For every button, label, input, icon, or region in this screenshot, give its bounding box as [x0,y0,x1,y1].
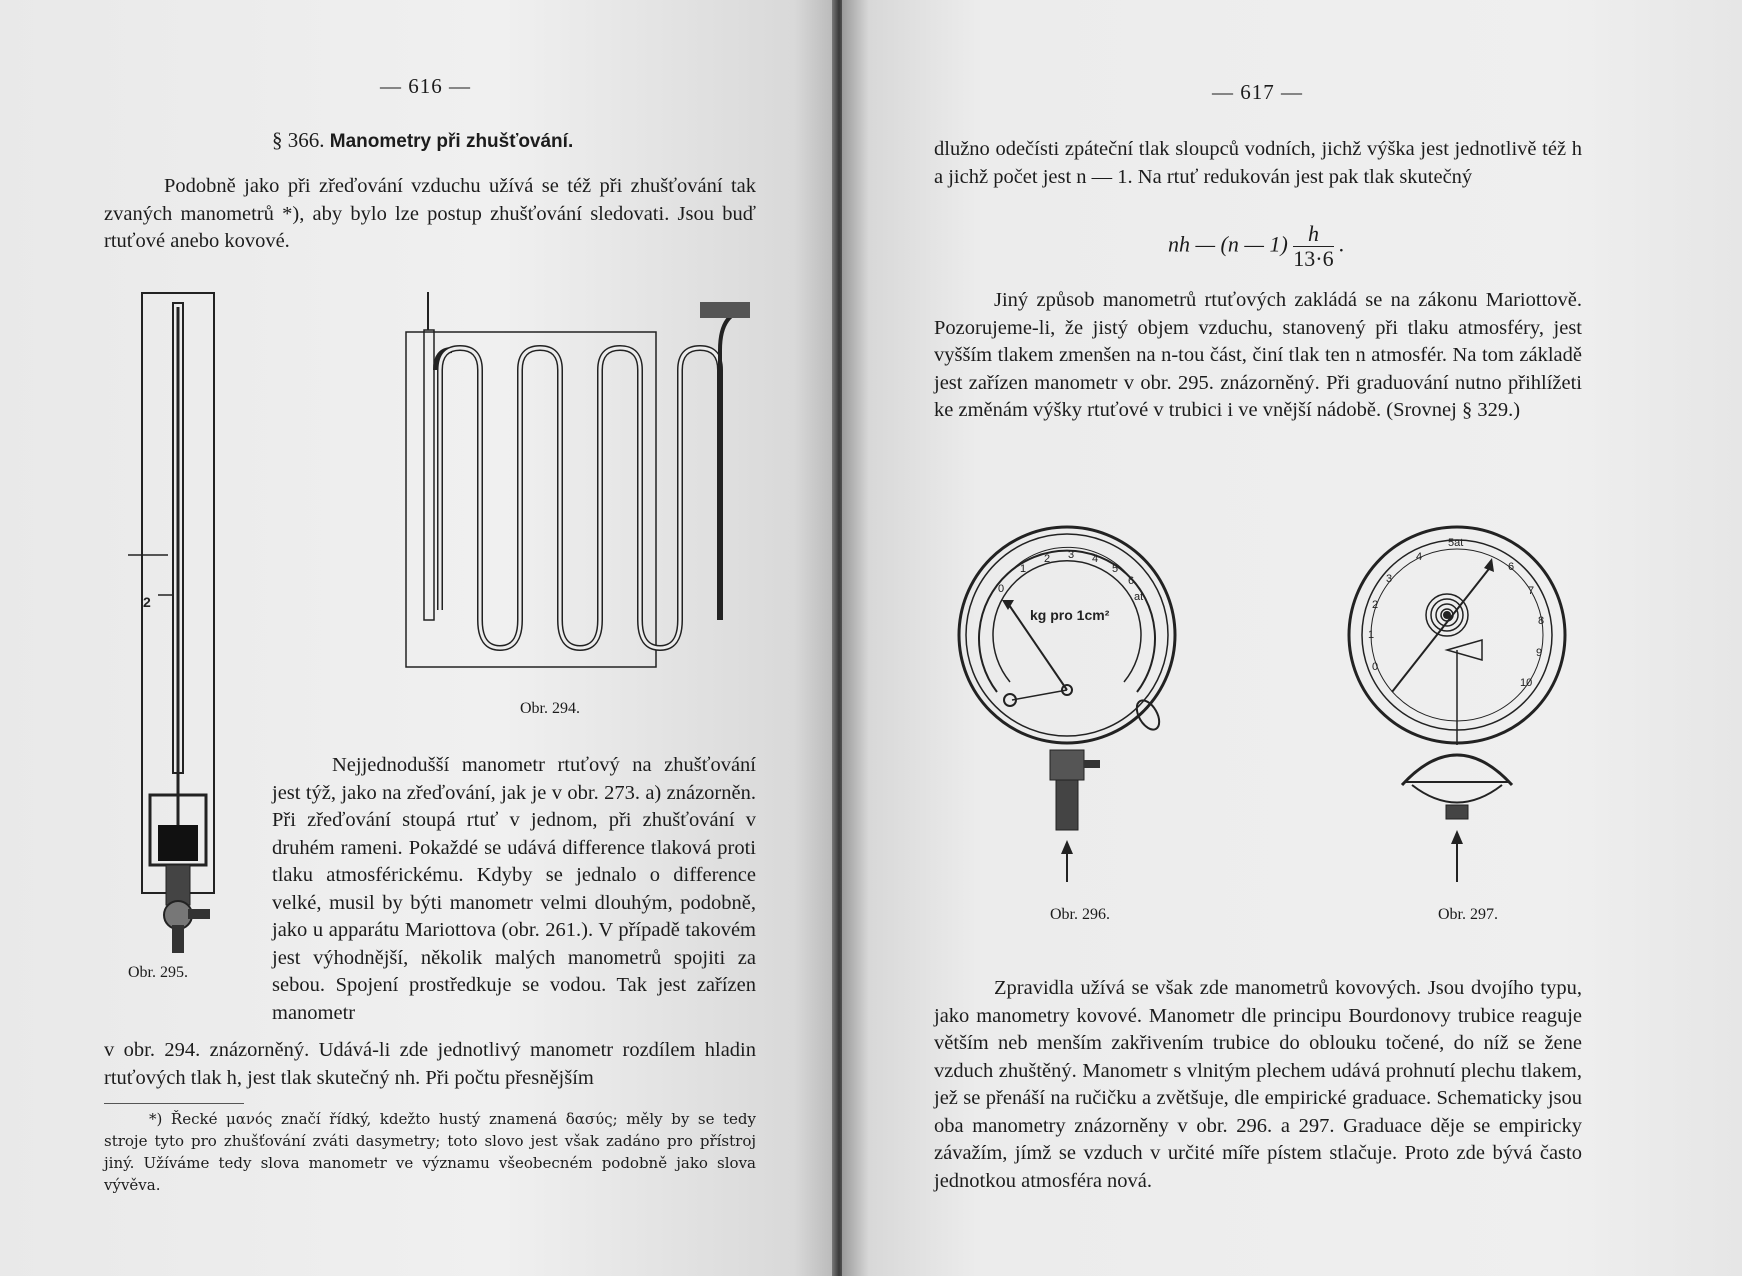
dial-297-tick: 7 [1528,585,1535,597]
dial-297-tick: 8 [1538,615,1545,627]
section-title: Manometry při zhušťování. [329,131,574,152]
formula-expression: nh — (n — 1) [1168,231,1288,257]
page-number: — 616 — [380,74,471,98]
mariotte-paragraph: Jiný způsob manometrů rtuťových zakládá se na zákonu Mariottově. Pozorujeme-li, že jistý objem vzduchu, stanovený při tlaku atmosféry, jest vyšším tlakem zmenšen na n-tou část, činí tlak ten n atmosfér. Na tom základě jest zařízen manometr v obr. 295. znázorněný. Při graduování nutno přihlížeti ke změnám výšky rtuťové v trubici i ve vnější nádobě. (Srovnej § 329.) [934,289,1582,421]
wrapped-paragraph: Nejjednodušší manometr rtuťový na zhušťování jest týž, jako na zřeďování, jak je v obr. 273. a) znázorněn. Při zřeďování stoupá rtuť v jednom, při zhušťování v druhém rameni. Pokaždé se udává difference tlaková proti tlaku atmosférickému. Kdyby se jednalo o difference velké, musil by býti manometr velmi dlouhým, podobně, jako u apparátu Mariottova (obr. 261.). V případě takovém jest výhodnější, několik malých manometrů spojiti za sebou. Spojení prostředkuje se vodou. Tak jest zařízen manometr [272,754,756,1024]
intro-paragraph: Podobně jako při zřeďování vzduchu užívá se též při zhušťování tak zvaných manometrů *), aby bylo lze postup zhušťování sledovati. Jsou buď rtuťové anebo kovové. [104,175,756,252]
dial-296-tick: 3 [1068,549,1075,561]
right-page [842,0,1742,1276]
figure-297-caption: Obr. 297. [1438,906,1498,923]
formula [1168,222,1345,271]
page-number: — 617 — [1212,80,1303,104]
dial-296-unit: kg pro 1cm² [1030,607,1110,623]
figure-297 [1342,520,1572,890]
left-page [0,0,836,1276]
fraction-numerator: h [1293,222,1333,247]
figure-295 [128,285,238,955]
fraction-denominator: 13·6 [1293,246,1334,271]
continued-paragraph: dlužno odečísti zpáteční tlak sloupců vodních, jichž výška jest jednotlivě též h a jichž počet jest n — 1. Na rtuť redukován jest pak tlak skutečný [934,138,1582,188]
footnote-rule [104,1103,244,1104]
dial-296-tick: 4 [1092,553,1099,565]
dial-297-tick: 4 [1416,551,1423,563]
figure-295-caption: Obr. 295. [128,964,188,981]
figure-294-caption: Obr. 294. [520,700,580,717]
footnote: *) Řecké μανός značí řídký, kdežto hustý znamená δασύς; měly by se tedy stroje tyto pro zhušťování zváti dasymetry; toto slovo jest však zadáno pro přístroj jiný. Užíváme tedy slova manometr ve významu všeobecném podobně jako slova vývěva. [104,1110,756,1194]
formula-period: . [1339,231,1345,257]
dial-296-tick: 6 [1128,575,1135,587]
dial-297-unit: 5at [1448,537,1464,549]
dial-297-tick: 1 [1368,629,1375,641]
dial-297-tick: 3 [1386,573,1393,585]
dial-297-tick: 10 [1520,677,1533,689]
figure-295-label: 2 [143,594,151,610]
metal-manometers-paragraph: Zpravidla užívá se však zde manometrů kovových. Jsou dvojího typu, jako manometry kovové. Manometr dle principu Bourdonovy trubice reaguje větším neb menším zakřivením trubice do oblouku točené, do níž se žene vzduch zhuštěný. Manometr s vlnitým plechem udává prohnutí plechu tlakem, jež se přenáší na ručičku a zvětšuje, dle empirické graduace. Schematicky jsou oba manometry znázorněny v obr. 296. a 297. Graduace děje se empiricky závažím, jímž se vzduch v určité míře pístem stlačuje. Proto zde bývá často jednotkou atmosféra nová. [934,977,1582,1192]
formula-fraction [1293,222,1333,271]
dial-297-tick: 2 [1372,599,1379,611]
full-width-paragraph: v obr. 294. znázorněný. Udává-li zde jednotlivý manometr rozdílem hladin rtuťových tlak h, jest tlak skutečný nh. Při počtu přesnějším [104,1039,756,1089]
dial-296-tick: 1 [1020,563,1027,575]
dial-296-tick: 2 [1044,553,1051,565]
section-heading [272,128,573,153]
figure-296 [952,520,1182,890]
dial-297-tick: 9 [1536,647,1543,659]
section-number: § 366. [272,128,325,152]
dial-297-tick: 6 [1508,561,1515,573]
dial-296-tick: 0 [998,583,1005,595]
figure-294 [400,290,750,680]
figure-296-caption: Obr. 296. [1050,906,1110,923]
dial-296-tick: at [1134,591,1144,603]
dial-296-tick: 5 [1112,563,1119,575]
dial-297-tick: 0 [1372,661,1379,673]
